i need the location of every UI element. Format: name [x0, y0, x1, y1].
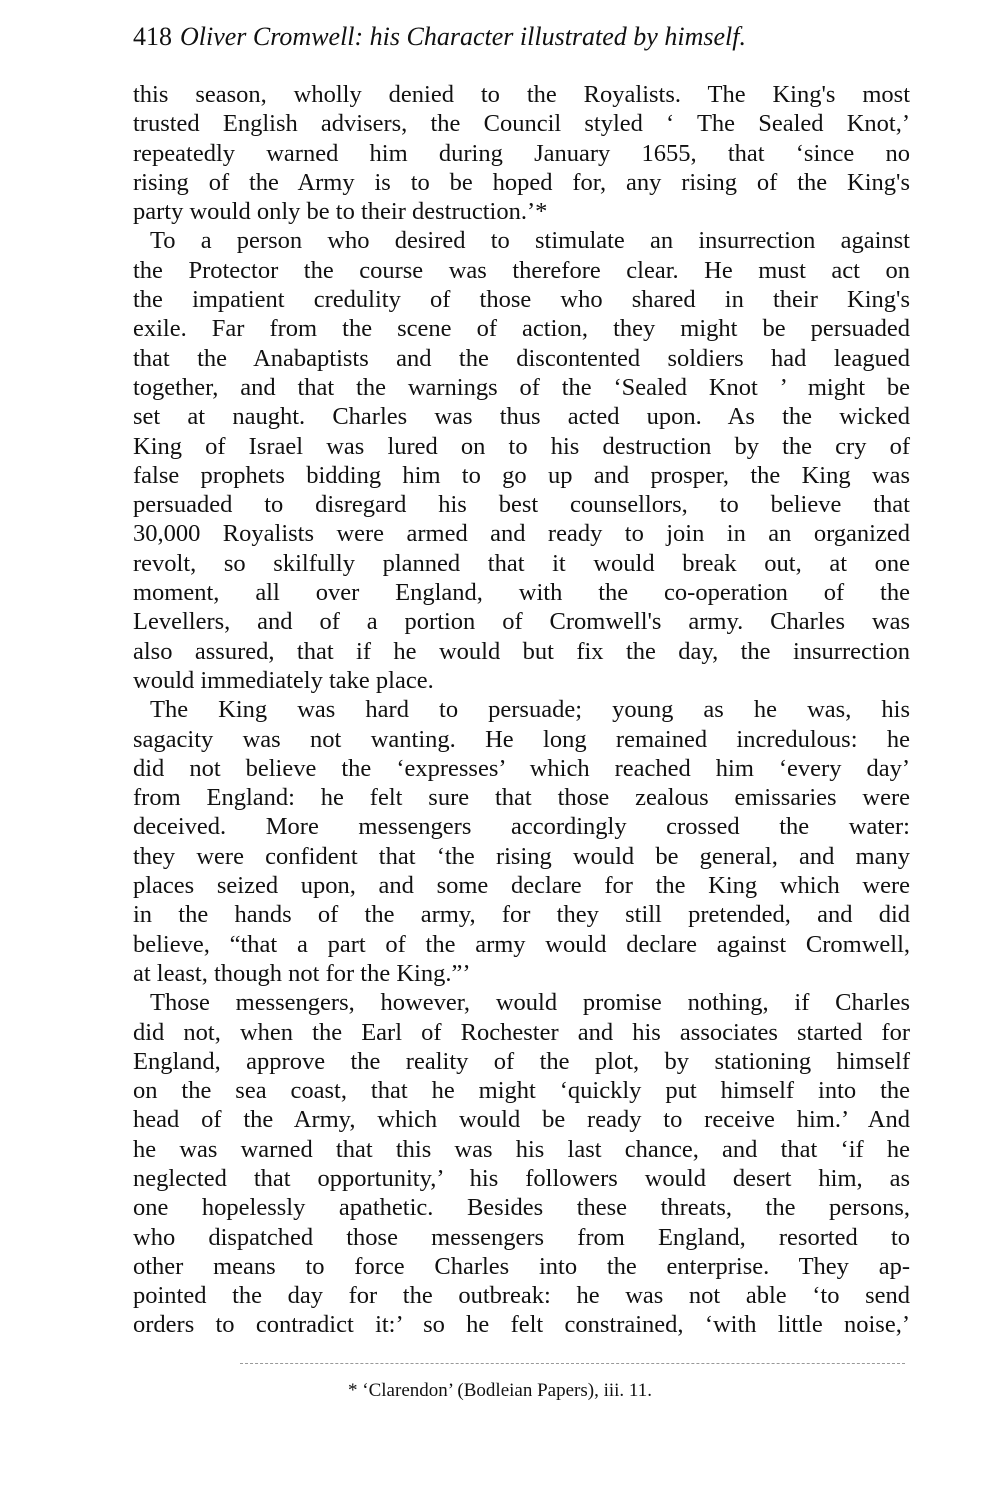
text-line: places seized upon, and some declare for the King which were — [133, 872, 910, 900]
text-line: 30,000 Royalists were armed and ready to join in an organized — [133, 520, 910, 548]
paragraph — [133, 695, 910, 988]
text-line: in the hands of the army, for they still pretended, and did — [133, 901, 910, 929]
paragraph — [133, 80, 910, 226]
text-line: trusted English advisers, the Council styled ‘ The Sealed Knot,’ — [133, 110, 910, 138]
footnote: * ‘Clarendon’ (Bodleian Papers), iii. 11. — [348, 1380, 652, 1401]
text-line: together, and that the warnings of the ‘Sealed Knot ’ might be — [133, 373, 910, 401]
text-line: that the Anabaptists and the discontented soldiers had leagued — [133, 344, 910, 372]
text-line: exile. Far from the scene of action, they might be persuaded — [133, 315, 910, 343]
text-line: rising of the Army is to be hoped for, any rising of the King's — [133, 168, 910, 196]
text-line: believe, “that a part of the army would declare against Cromwell, — [133, 930, 910, 958]
text-line: the Protector the course was therefore clear. He must act on — [133, 256, 910, 284]
paragraph — [133, 226, 910, 695]
text-line: Levellers, and of a portion of Cromwell's army. Charles was — [133, 608, 910, 636]
paragraph — [133, 988, 910, 1340]
text-line: deceived. More messengers accordingly crossed the water: — [133, 813, 910, 841]
text-line: repeatedly warned him during January 1655, that ‘since no — [133, 139, 910, 167]
text-line: neglected that opportunity,’ his followers would desert him, as — [133, 1164, 910, 1192]
text-line: did not, when the Earl of Rochester and his associates started for — [133, 1018, 910, 1046]
text-line: this season, wholly denied to the Royalists. The King's most — [133, 81, 910, 108]
text-line: persuaded to disregard his best counsellors, to believe that — [133, 491, 910, 519]
running-title: Oliver Cromwell: his Character illustrated by himself. — [180, 22, 746, 51]
text-line: orders to contradict it:’ so he felt constrained, ‘with little noise,’ — [133, 1311, 910, 1339]
text-line: set at naught. Charles was thus acted upon. As the wicked — [133, 403, 910, 431]
text-line: false prophets bidding him to go up and prosper, the King was — [133, 461, 910, 489]
body-text — [133, 80, 910, 1340]
text-line: they were confident that ‘the rising would be general, and many — [133, 842, 910, 870]
text-line: on the sea coast, that he might ‘quickly put himself into the — [133, 1077, 910, 1105]
text-line: sagacity was not wanting. He long remained incredulous: he — [133, 725, 910, 753]
text-line: did not believe the ‘expresses’ which reached him ‘every day’ — [133, 754, 910, 782]
text-line: other means to force Charles into the enterprise. They ap- — [133, 1252, 910, 1280]
text-line: King of Israel was lured on to his destruction by the cry of — [133, 432, 910, 460]
running-header — [133, 22, 746, 52]
text-line: To a person who desired to stimulate an insurrection against — [150, 227, 910, 255]
text-line: from England: he felt sure that those zealous emissaries were — [133, 784, 910, 812]
text-line: he was warned that this was his last chance, and that ‘if he — [133, 1135, 910, 1163]
text-line: moment, all over England, with the co-operation of the — [133, 579, 910, 607]
text-line: also assured, that if he would but fix the day, the insurrection — [133, 637, 910, 665]
text-line: one hopelessly apathetic. Besides these threats, the persons, — [133, 1194, 910, 1222]
text-line: the impatient credulity of those who shared in their King's — [133, 286, 910, 314]
text-line: would immediately take place. — [133, 666, 434, 694]
text-line: who dispatched those messengers from England, resorted to — [133, 1223, 910, 1251]
text-line: at least, though not for the King.”’ — [133, 959, 471, 987]
page-number: 418 — [133, 22, 172, 51]
text-line: pointed the day for the outbreak: he was not able ‘to send — [133, 1282, 910, 1310]
text-line: Those messengers, however, would promise nothing, if Charles — [150, 989, 910, 1017]
footnote-rule — [240, 1363, 905, 1364]
text-line: The King was hard to persuade; young as he was, his — [150, 696, 910, 724]
text-line: revolt, so skilfully planned that it would break out, at one — [133, 549, 910, 577]
text-line: party would only be to their destruction.’* — [133, 198, 548, 226]
text-line: England, approve the reality of the plot, by stationing himself — [133, 1047, 910, 1075]
text-line: head of the Army, which would be ready to receive him.’ And — [133, 1106, 910, 1134]
